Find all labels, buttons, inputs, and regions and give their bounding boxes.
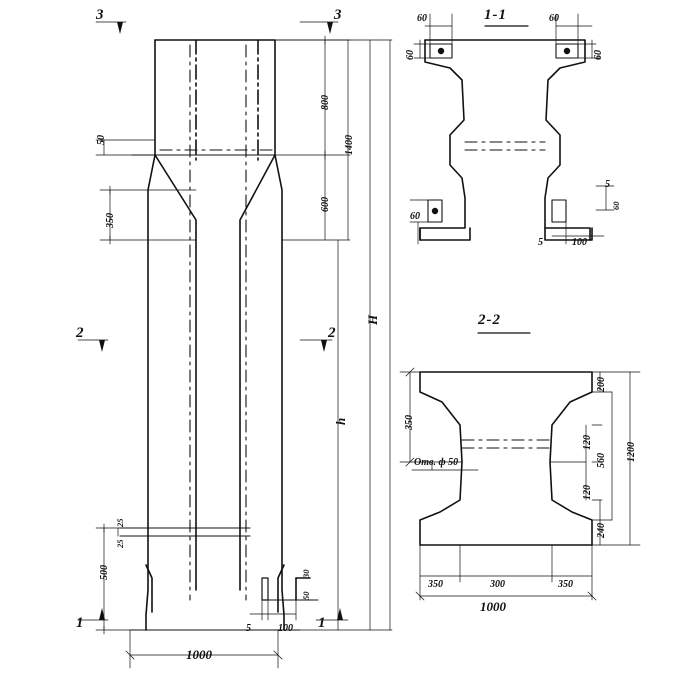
dim-500-left: 500 <box>99 565 110 580</box>
s22-hole-note: Отв. ф 50 <box>414 457 459 468</box>
dim-800: 800 <box>320 95 331 110</box>
s22-dim-1200: 1200 <box>626 442 637 462</box>
s22-dim-350-b2: 350 <box>558 579 573 590</box>
dim-25-b: 25 <box>115 518 125 527</box>
section-title-2-2: 2-2 <box>478 312 501 328</box>
s11-dim-100-bottom: 100 <box>572 237 587 248</box>
dim-1400: 1400 <box>344 135 355 155</box>
dim-H-overall: H <box>365 314 380 325</box>
dim-30-bottomright: 30 <box>301 569 311 578</box>
section-mark-3-right: 3 <box>334 7 343 23</box>
dim-100-bottom: 100 <box>278 623 293 634</box>
s11-dim-5-bottom: 5 <box>538 237 543 248</box>
s22-dim-120-lower: 120 <box>582 485 593 500</box>
s11-dim-60-rightlow: 60 <box>611 201 621 210</box>
dim-h: h <box>333 417 348 425</box>
dim-600: 600 <box>320 197 331 212</box>
s22-dim-200: 200 <box>596 377 607 392</box>
s22-dim-300: 300 <box>490 579 505 590</box>
section-title-1-1: 1-1 <box>484 7 507 23</box>
dim-350-left: 350 <box>105 213 116 228</box>
dim-25-a: 25 <box>115 539 125 548</box>
dim-width-1000: 1000 <box>186 647 212 662</box>
s22-dim-120-upper: 120 <box>582 435 593 450</box>
section-mark-2-left: 2 <box>76 325 85 341</box>
section-mark-1-left: 1 <box>76 615 85 631</box>
section-mark-2-right: 2 <box>328 325 337 341</box>
s22-dim-560: 560 <box>596 453 607 468</box>
s11-dim-60-right: 60 <box>593 50 604 60</box>
s11-dim-60-topright: 60 <box>549 13 559 24</box>
dim-5-bottom: 5 <box>246 623 251 634</box>
s11-dim-60-topleft: 60 <box>417 13 427 24</box>
section-mark-1-right: 1 <box>318 615 327 631</box>
s11-dim-5-right: 5 <box>605 179 610 190</box>
s22-dim-350-left: 350 <box>404 415 415 430</box>
s11-dim-60-left: 60 <box>405 50 416 60</box>
s22-dim-240: 240 <box>596 523 607 538</box>
dim-50-topleft: 50 <box>96 135 107 145</box>
s22-dim-350-b1: 350 <box>428 579 443 590</box>
s11-dim-60-bottomleft: 60 <box>410 211 420 222</box>
dim-50-bottomright: 50 <box>301 591 311 600</box>
section-mark-3-left: 3 <box>96 7 105 23</box>
s22-dim-1000: 1000 <box>480 599 506 614</box>
